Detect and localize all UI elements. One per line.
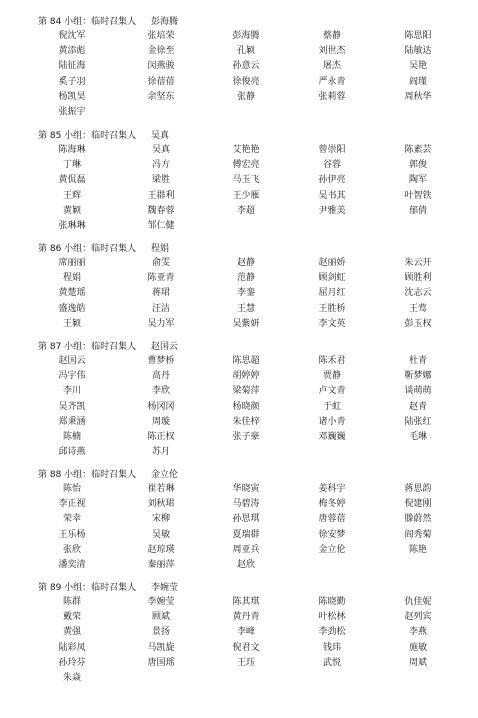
member-list <box>0 354 478 460</box>
member-name: 黄强 <box>62 627 81 638</box>
member-name: 沈志云 <box>404 288 432 299</box>
member-row <box>0 595 478 610</box>
member-name: 张子豪 <box>232 431 260 442</box>
member-name: 张培荣 <box>147 31 175 41</box>
member-name: 朱佳梓 <box>232 416 260 427</box>
member-name: 崔若琳 <box>147 484 175 494</box>
member-name: 范静 <box>236 273 255 284</box>
member-name: 黄侃磊 <box>58 175 86 186</box>
member-name: 李峰 <box>236 627 255 638</box>
member-name: 张振宇 <box>58 106 86 117</box>
member-name: 杜青 <box>408 356 427 366</box>
member-name: 邓巍巍 <box>318 431 346 442</box>
member-list <box>0 256 478 332</box>
member-name: 顾斌 <box>151 612 170 623</box>
member-name: 梅冬婷 <box>318 499 346 510</box>
member-name: 卢文青 <box>318 386 346 397</box>
member-row <box>0 369 478 384</box>
member-row <box>0 317 478 332</box>
member-name: 周亚兵 <box>232 544 260 555</box>
member-row <box>0 543 478 558</box>
member-name: 蔡静 <box>322 31 341 41</box>
member-name: 陆敏达 <box>404 46 432 57</box>
group-88 <box>0 469 478 573</box>
member-name: 吴艳 <box>408 61 427 72</box>
member-name: 倪沈军 <box>58 31 86 41</box>
member-name: 金徐至 <box>147 46 175 57</box>
member-row <box>0 415 478 430</box>
member-name: 阎秀菊 <box>404 529 432 540</box>
member-name: 冯方 <box>151 160 170 171</box>
member-name: 周璇 <box>151 416 170 427</box>
member-name: 王慧 <box>236 303 255 314</box>
group-convener: 李婉莹 <box>151 583 179 593</box>
member-row <box>0 29 478 44</box>
member-name: 李婉莹 <box>147 597 175 607</box>
member-name: 彭玉权 <box>404 318 432 329</box>
member-name: 吴真 <box>151 145 170 155</box>
member-name: 王莺 <box>408 303 427 314</box>
member-row <box>0 59 478 74</box>
member-list <box>0 143 478 234</box>
group-header <box>0 582 478 595</box>
member-name: 朱焱 <box>62 672 81 683</box>
member-name: 程娟 <box>62 273 81 284</box>
member-name: 刘世杰 <box>318 46 346 57</box>
member-list <box>0 482 478 573</box>
member-name: 陈群 <box>62 597 81 607</box>
member-name: 周斌 <box>408 657 427 668</box>
group-title: 第 87 小组：临时召集人 <box>38 342 137 352</box>
member-name: 华晓寅 <box>232 484 260 494</box>
member-name: 刘秋珺 <box>147 499 175 510</box>
member-name: 王乐杨 <box>58 529 86 540</box>
group-convener: 程娟 <box>151 244 170 254</box>
member-row <box>0 497 478 512</box>
member-name: 吴敏 <box>151 529 170 540</box>
member-row <box>0 75 478 90</box>
member-name: 夏瑞群 <box>232 529 260 540</box>
member-name: 陈思阳 <box>404 31 432 41</box>
member-name: 李燕 <box>408 627 427 638</box>
member-name: 张静 <box>236 91 255 102</box>
group-87 <box>0 341 478 460</box>
member-name: 王珏 <box>236 657 255 668</box>
member-name: 施敏 <box>408 642 427 653</box>
member-name: 陈艳 <box>408 544 427 555</box>
member-name: 张欣 <box>62 544 81 555</box>
member-name: 姜科宇 <box>318 484 346 494</box>
member-name: 屈月红 <box>318 288 346 299</box>
group-convener: 赵国云 <box>151 342 179 352</box>
member-name: 杨凯昊 <box>58 91 86 102</box>
member-row <box>0 384 478 399</box>
member-name: 钱玮 <box>322 642 341 653</box>
member-row <box>0 610 478 625</box>
member-name: 谈萌萌 <box>404 386 432 397</box>
member-name: 孙意云 <box>232 61 260 72</box>
member-name: 席丽丽 <box>58 258 86 268</box>
member-name: 王少雁 <box>232 190 260 201</box>
member-name: 倪君文 <box>232 642 260 653</box>
member-name: 戴荣 <box>62 612 81 623</box>
member-name: 李正视 <box>58 499 86 510</box>
member-name: 金立伦 <box>318 544 346 555</box>
member-name: 李銮 <box>236 288 255 299</box>
member-row <box>0 482 478 497</box>
member-row <box>0 302 478 317</box>
member-name: 奚子羽 <box>58 76 86 87</box>
member-name: 赵琼瑛 <box>147 544 175 555</box>
member-name: 赵欣 <box>236 559 255 570</box>
member-row <box>0 271 478 286</box>
member-name: 盛逸皓 <box>58 303 86 314</box>
member-name: 马凯旋 <box>147 642 175 653</box>
member-name: 郑秉涵 <box>58 416 86 427</box>
member-name: 顾胜利 <box>404 273 432 284</box>
member-name: 俞雯 <box>151 258 170 268</box>
member-name: 徐俊亮 <box>232 76 260 87</box>
member-name: 屠杰 <box>322 61 341 72</box>
member-name: 潘奕清 <box>58 559 86 570</box>
member-name: 傅宏亮 <box>232 160 260 171</box>
member-name: 于虹 <box>322 401 341 412</box>
member-name: 诸小青 <box>318 416 346 427</box>
member-name: 马碧涛 <box>232 499 260 510</box>
group-header <box>0 16 478 29</box>
member-name: 赵列宾 <box>404 612 432 623</box>
member-name: 陈海琳 <box>58 145 86 155</box>
member-name: 景扬 <box>151 627 170 638</box>
member-name: 仇佳妮 <box>404 597 432 607</box>
group-title: 第 86 小组：临时召集人 <box>38 244 137 254</box>
member-name: 李劲松 <box>318 627 346 638</box>
member-name: 张琳琳 <box>58 220 86 231</box>
member-name: 蒋珺 <box>151 288 170 299</box>
member-name: 丁琳 <box>62 160 81 171</box>
member-name: 陈禾君 <box>318 356 346 366</box>
member-name: 周秋华 <box>404 91 432 102</box>
member-name: 王颖 <box>62 318 81 329</box>
member-name: 毛琳 <box>408 431 427 442</box>
member-name: 陈怡 <box>62 484 81 494</box>
member-row <box>0 143 478 158</box>
group-header <box>0 243 478 256</box>
member-name: 王群利 <box>147 190 175 201</box>
member-name: 吴紫妍 <box>232 318 260 329</box>
member-name: 谷蓉 <box>322 160 341 171</box>
member-name: 滕蔚然 <box>404 514 432 525</box>
group-89 <box>0 582 478 686</box>
member-name: 余坚东 <box>147 91 175 102</box>
member-name: 陈楠 <box>62 431 81 442</box>
member-name: 靳梦娜 <box>404 371 432 382</box>
member-name: 李川 <box>62 386 81 397</box>
member-name: 邱诗燕 <box>58 447 86 458</box>
member-name: 陈亚青 <box>147 273 175 284</box>
member-name: 唐蓉蓓 <box>318 514 346 525</box>
member-name: 陆彩凤 <box>58 642 86 653</box>
member-name: 杨冈冈 <box>147 401 175 412</box>
group-convener: 吴真 <box>151 131 170 141</box>
member-list <box>0 595 478 686</box>
member-name: 倪建刚 <box>404 499 432 510</box>
member-row <box>0 400 478 415</box>
group-header <box>0 341 478 354</box>
member-name: 蒋思韵 <box>404 484 432 494</box>
member-name: 梁菊萍 <box>232 386 260 397</box>
member-name: 顾剑虹 <box>318 273 346 284</box>
group-84 <box>0 16 478 120</box>
member-name: 武悦 <box>322 657 341 668</box>
member-name: 王辉 <box>62 190 81 201</box>
member-name: 黄颖 <box>62 205 81 216</box>
member-name: 郭俊 <box>408 160 427 171</box>
member-name: 赵青 <box>408 401 427 412</box>
member-name: 吴力军 <box>147 318 175 329</box>
member-row <box>0 354 478 369</box>
member-name: 梁胜 <box>151 175 170 186</box>
member-name: 叶松林 <box>318 612 346 623</box>
member-row <box>0 512 478 527</box>
group-header <box>0 469 478 482</box>
member-row <box>0 445 478 460</box>
member-name: 曹梦桥 <box>147 356 175 366</box>
member-row <box>0 105 478 120</box>
member-name: 宋柳 <box>151 514 170 525</box>
member-name: 陆张红 <box>404 416 432 427</box>
group-85 <box>0 130 478 234</box>
group-convener: 金立伦 <box>151 470 179 480</box>
member-name: 邹仁健 <box>147 220 175 231</box>
member-name: 马玉飞 <box>232 175 260 186</box>
group-86 <box>0 243 478 332</box>
group-title: 第 89 小组：临时召集人 <box>38 583 137 593</box>
member-name: 王胜桥 <box>318 303 346 314</box>
member-name: 陶军 <box>408 175 427 186</box>
member-name: 胡婷婷 <box>232 371 260 382</box>
member-name: 唐国瑶 <box>147 657 175 668</box>
member-name: 陈正权 <box>147 431 175 442</box>
member-name: 孙玲芬 <box>58 657 86 668</box>
member-name: 魏春蓉 <box>147 205 175 216</box>
member-name: 苏月 <box>151 447 170 458</box>
member-name: 闵燕骏 <box>147 61 175 72</box>
member-name: 杨晓颜 <box>232 401 260 412</box>
member-row <box>0 158 478 173</box>
group-header <box>0 130 478 143</box>
member-name: 冯宇伟 <box>58 371 86 382</box>
member-name: 李文英 <box>318 318 346 329</box>
member-name: 陈其琪 <box>232 597 260 607</box>
member-name: 阎瑾 <box>408 76 427 87</box>
member-name: 徐安梦 <box>318 529 346 540</box>
member-name: 孙伊亮 <box>318 175 346 186</box>
member-name: 黄添彪 <box>58 46 86 57</box>
member-name: 彭海腾 <box>232 31 260 41</box>
member-row <box>0 430 478 445</box>
member-row <box>0 528 478 543</box>
member-name: 曾崇阳 <box>318 145 346 155</box>
member-name: 吴书其 <box>318 190 346 201</box>
group-title: 第 85 小组：临时召集人 <box>38 131 137 141</box>
member-name: 陈素芸 <box>404 145 432 155</box>
member-name: 艾艳艳 <box>232 145 260 155</box>
member-name: 张莉蓉 <box>318 91 346 102</box>
member-name: 叶智铁 <box>404 190 432 201</box>
member-row <box>0 90 478 105</box>
member-name: 孔颖 <box>236 46 255 57</box>
member-name: 黄丹青 <box>232 612 260 623</box>
member-name: 赵国云 <box>58 356 86 366</box>
member-row <box>0 204 478 219</box>
member-row <box>0 641 478 656</box>
member-row <box>0 286 478 301</box>
group-title: 第 88 小组：临时召集人 <box>38 470 137 480</box>
member-name: 高丹 <box>151 371 170 382</box>
member-name: 朱云开 <box>404 258 432 268</box>
member-name: 李超 <box>236 205 255 216</box>
member-name: 郁倩 <box>408 205 427 216</box>
member-name: 秦丽萍 <box>147 559 175 570</box>
member-row <box>0 44 478 59</box>
member-name: 严永青 <box>318 76 346 87</box>
member-row <box>0 656 478 671</box>
member-name: 贾静 <box>322 371 341 382</box>
member-name: 吴齐凯 <box>58 401 86 412</box>
member-name: 尹雅美 <box>318 205 346 216</box>
member-row <box>0 219 478 234</box>
member-name: 孙思琪 <box>232 514 260 525</box>
member-name: 黄楚瑶 <box>58 288 86 299</box>
member-row <box>0 173 478 188</box>
group-title: 第 84 小组：临时召集人 <box>38 17 137 27</box>
member-name: 荣幸 <box>62 514 81 525</box>
member-row <box>0 671 478 686</box>
member-name: 陈思超 <box>232 356 260 366</box>
member-name: 陆征海 <box>58 61 86 72</box>
member-name: 徐蓓蓓 <box>147 76 175 87</box>
member-name: 李欣 <box>151 386 170 397</box>
member-name: 汪洁 <box>151 303 170 314</box>
member-row <box>0 558 478 573</box>
member-list <box>0 29 478 120</box>
member-row <box>0 256 478 271</box>
member-row <box>0 625 478 640</box>
member-name: 赵静 <box>236 258 255 268</box>
member-row <box>0 189 478 204</box>
member-name: 赵丽娇 <box>318 258 346 268</box>
group-convener: 彭海腾 <box>151 17 179 27</box>
member-name: 陈晓勤 <box>318 597 346 607</box>
